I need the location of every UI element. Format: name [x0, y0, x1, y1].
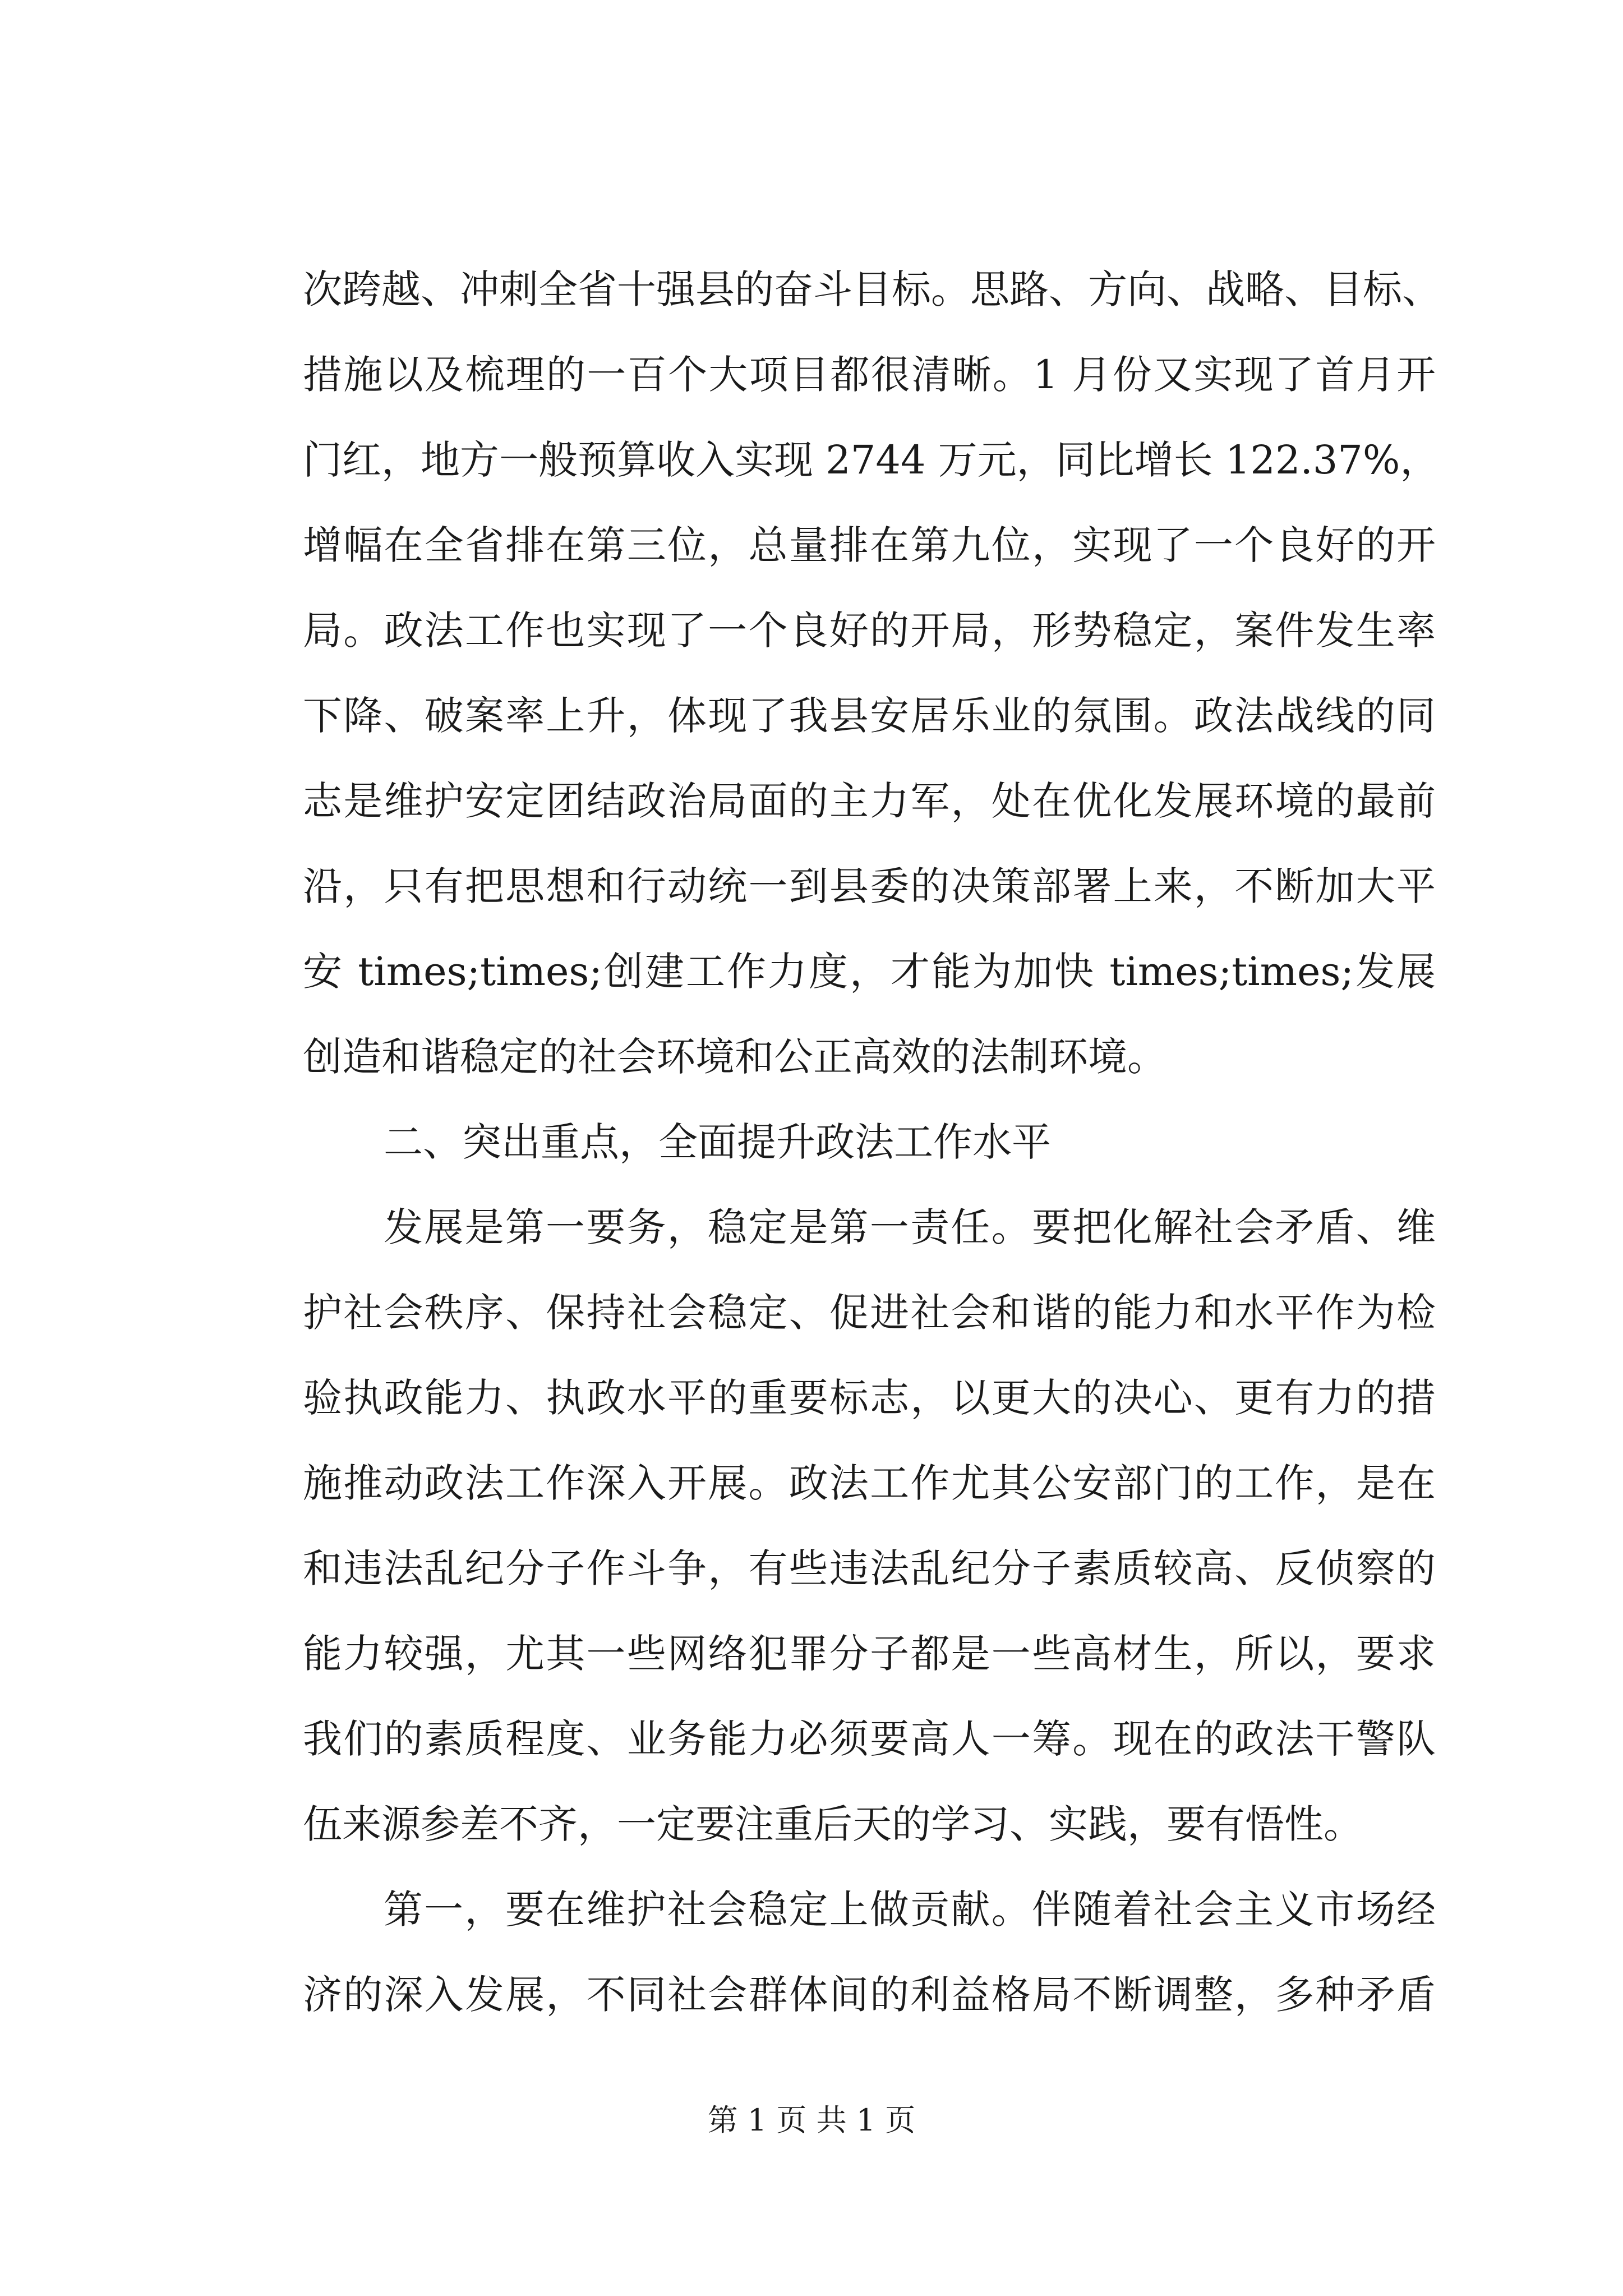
text-line: 措施以及梳理的一百个大项目都很清晰。1 月份又实现了首月开	[303, 352, 1436, 398]
document-body	[303, 247, 1441, 2037]
text-line: 能力较强，尤其一些网络犯罪分子都是一些高材生，所以，要求	[303, 1631, 1436, 1677]
text-line: 次跨越、冲刺全省十强县的奋斗目标。思路、方向、战略、目标、	[303, 266, 1441, 312]
text-line: 安 times;times;创建工作力度，才能为加快 times;times;发展	[303, 949, 1436, 995]
text-line: 施推动政法工作深入开展。政法工作尤其公安部门的工作，是在	[303, 1460, 1436, 1506]
text-line: 发展是第一要务，稳定是第一责任。要把化解社会矛盾、维	[384, 1204, 1436, 1250]
text-line: 下降、破案率上升，体现了我县安居乐业的氛围。政法战线的同	[303, 693, 1436, 739]
text-line: 我们的素质程度、业务能力必须要高人一筹。现在的政法干警队	[303, 1716, 1436, 1762]
text-line: 创造和谐稳定的社会环境和公正高效的法制环境。	[303, 1034, 1166, 1080]
section-heading: 二、突出重点，全面提升政法工作水平	[384, 1119, 1051, 1165]
text-line: 和违法乱纪分子作斗争，有些违法乱纪分子素质较高、反侦察的	[303, 1545, 1436, 1591]
text-line: 增幅在全省排在第三位，总量排在第九位，实现了一个良好的开	[303, 522, 1436, 568]
text-line: 伍来源参差不齐，一定要注重后天的学习、实践，要有悟性。	[303, 1801, 1363, 1847]
text-line: 济的深入发展，不同社会群体间的利益格局不断调整，多种矛盾	[303, 1972, 1436, 2018]
text-line: 验执政能力、执政水平的重要标志，以更大的决心、更有力的措	[303, 1375, 1436, 1421]
text-line: 门红，地方一般预算收入实现 2744 万元，同比增长 122.37%，	[303, 437, 1440, 483]
page-footer: 第 1 页 共 1 页	[707, 2102, 916, 2138]
text-line: 沿，只有把思想和行动统一到县委的决策部署上来，不断加大平	[303, 863, 1436, 909]
text-line: 局。政法工作也实现了一个良好的开局，形势稳定，案件发生率	[303, 608, 1436, 654]
text-line: 志是维护安定团结政治局面的主力军，处在优化发展环境的最前	[303, 778, 1436, 824]
text-line: 护社会秩序、保持社会稳定、促进社会和谐的能力和水平作为检	[303, 1290, 1436, 1336]
text-line: 第一，要在维护社会稳定上做贡献。伴随着社会主义市场经	[384, 1887, 1436, 1932]
